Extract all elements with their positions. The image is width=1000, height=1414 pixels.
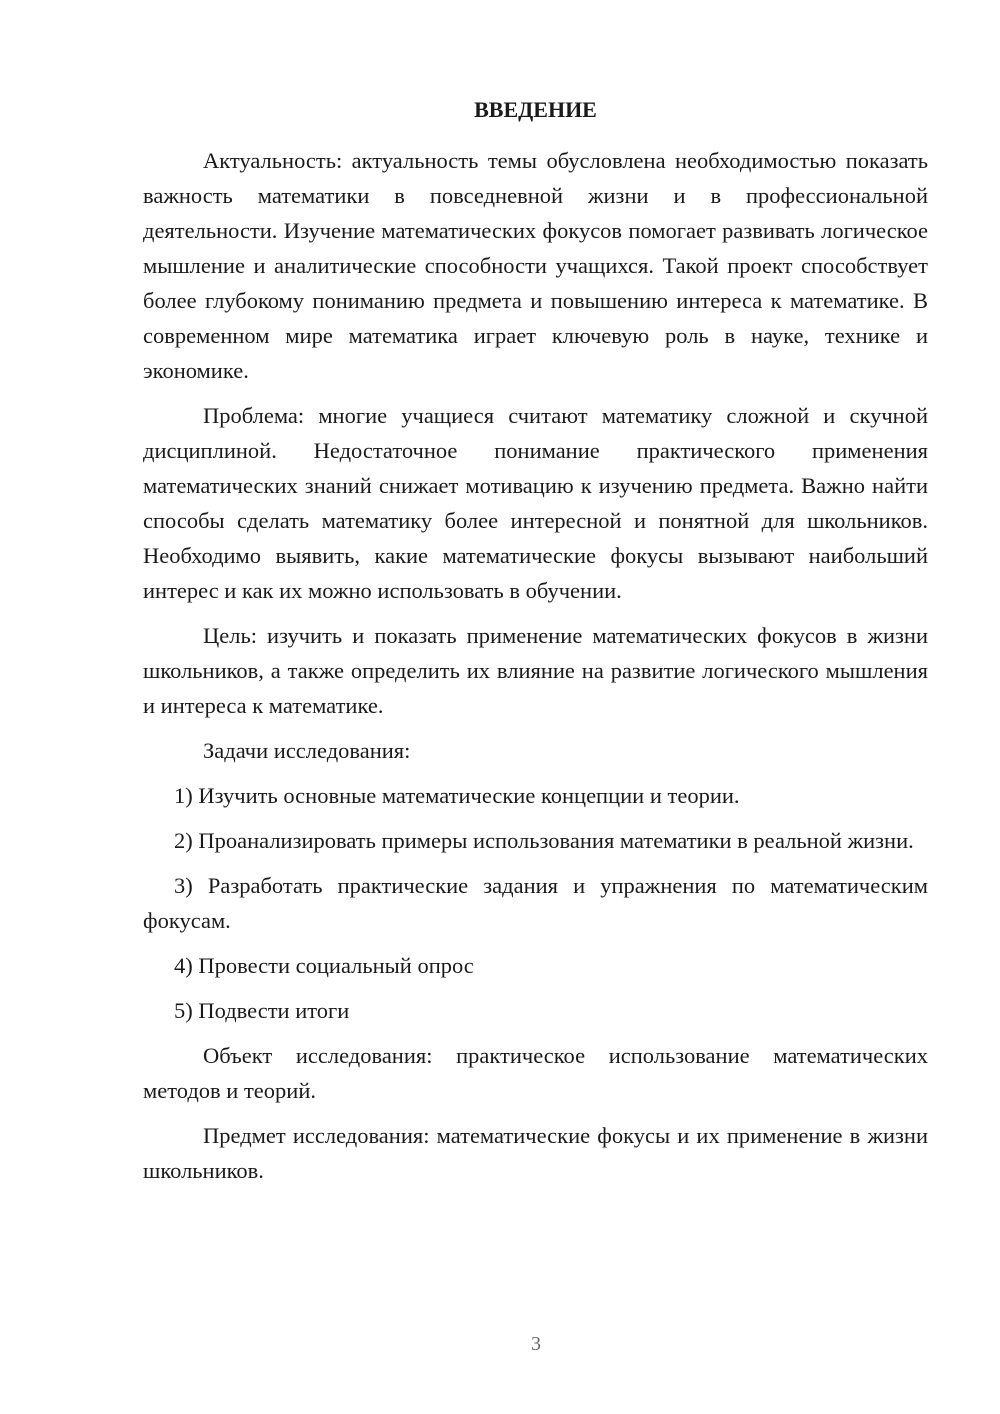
goal-paragraph: Цель: изучить и показать применение математических фокусов в жизни школьников, а также определить их влияние на развитие логического мышления и интереса к математике. (143, 623, 928, 718)
task-item-4: 4) Провести социальный опрос (174, 953, 474, 978)
subject-paragraph: Предмет исследования: математические фокусы и их применение в жизни школьников. (143, 1123, 928, 1183)
problem-paragraph: Проблема: многие учащиеся считают математику сложной и скучной дисциплиной. Недостаточное понимание практического применения математических знаний снижает мотивацию к изучению предмета. Важно найти способы сделать математику более интересной и понятной для школьников. Необходимо выявить, какие математические фокусы вызывают наибольший интерес и как их можно использовать в обучении. (143, 403, 928, 603)
section-heading: ВВЕДЕНИЕ (474, 97, 597, 122)
page-content (143, 95, 928, 1198)
task-item-2: 2) Проанализировать примеры использования математики в реальной жизни. (174, 828, 914, 853)
task-item-5: 5) Подвести итоги (174, 998, 350, 1023)
relevance-paragraph: Актуальность: актуальность темы обусловлена необходимостью показать важность математики в повседневной жизни и в профессиональной деятельности. Изучение математических фокусов помогает развивать логическое мышление и аналитические способности учащихся. Такой проект способствует более глубокому пониманию предмета и повышению интереса к математике. В современном мире математика играет ключевую роль в науке, технике и экономике. (143, 148, 928, 383)
task-item-3: 3) Разработать практические задания и упражнения по математическим фокусам. (143, 873, 928, 933)
tasks-label: Задачи исследования: (203, 738, 411, 763)
object-paragraph: Объект исследования: практическое использование математических методов и теорий. (143, 1043, 928, 1103)
page-number: 3 (531, 1333, 541, 1355)
task-item-1: 1) Изучить основные математические концепции и теории. (174, 783, 740, 808)
